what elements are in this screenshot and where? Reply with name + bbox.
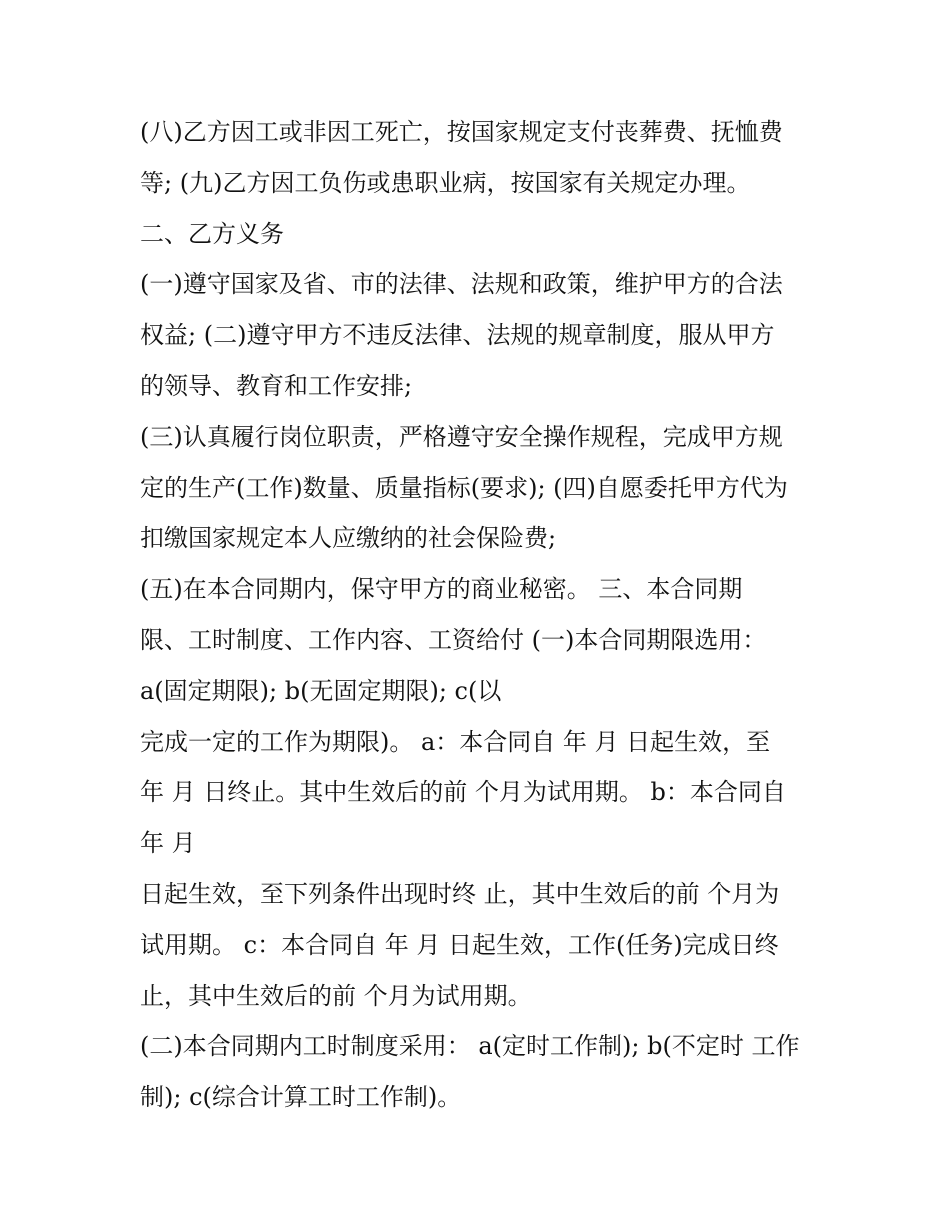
text-line: 限、工时制度、工作内容、工资给付 (一)本合同期限选用： <box>140 625 767 654</box>
text-line: 试用期。 c：本合同自 年 月 日起生效，工作(任务)完成日终 <box>140 930 779 959</box>
document-body <box>140 107 820 1123</box>
text-line: 权益; (二)遵守甲方不违反法律、法规的规章制度，服从甲方 <box>140 321 775 350</box>
text-line: (五)在本合同期内，保守甲方的商业秘密。 三、本合同期 <box>140 575 743 604</box>
text-line: 日起生效，至下列条件出现时终 止，其中生效后的前 个月为 <box>140 879 780 908</box>
section-heading: 二、乙方义务 <box>140 219 284 248</box>
text-line: 定的生产(工作)数量、质量指标(要求); (四)自愿委托甲方代为 <box>140 473 788 502</box>
text-line: (一)遵守国家及省、市的法律、法规和政策，维护甲方的合法 <box>140 270 783 299</box>
text-line: 等; (九)乙方因工负伤或患职业病，按国家有关规定办理。 <box>140 168 751 197</box>
text-line: 年 月 <box>140 829 196 858</box>
text-line: (二)本合同期内工时制度采用： a(定时工作制); b(不定时 工作 <box>140 1032 800 1061</box>
text-line: (八)乙方因工或非因工死亡，按国家规定支付丧葬费、抚恤费 <box>140 118 783 146</box>
text-line: 扣缴国家规定本人应缴纳的社会保险费; <box>140 524 557 553</box>
text-line: 的领导、教育和工作安排; <box>140 371 413 400</box>
text-line: 制); c(综合计算工时工作制)。 <box>140 1083 462 1112</box>
text-line: 年 月 日终止。其中生效后的前 个月为试用期。 b：本合同自 <box>140 778 786 807</box>
text-line: 止，其中生效后的前 个月为试用期。 <box>140 981 532 1010</box>
text-line: (三)认真履行岗位职责，严格遵守安全操作规程，完成甲方规 <box>140 422 783 451</box>
text-line: 完成一定的工作为期限)。 a：本合同自 年 月 日起生效，至 <box>140 727 771 756</box>
text-line: a(固定期限); b(无固定期限); c(以 <box>140 676 502 705</box>
